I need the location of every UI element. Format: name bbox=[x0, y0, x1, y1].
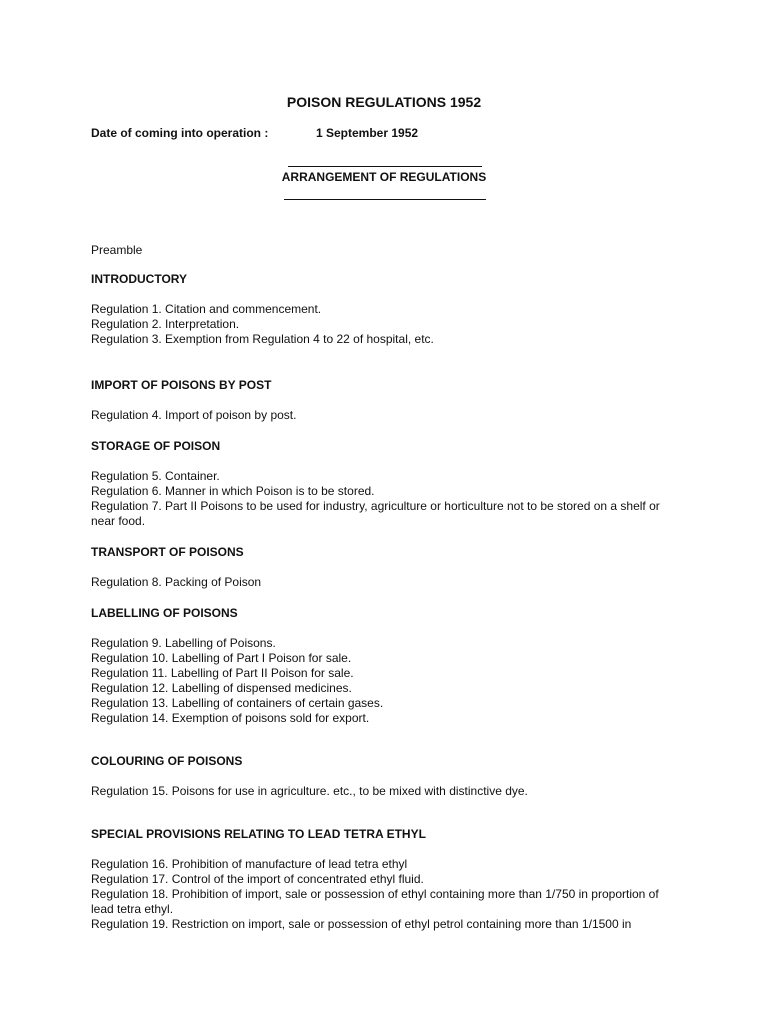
section-heading: LABELLING OF POISONS bbox=[91, 606, 238, 620]
regulation-item: Regulation 18. Prohibition of import, sale or possession of ethyl containing more than 1/750 in proportion of lead tetra ethyl. bbox=[91, 887, 659, 916]
regulation-item: Regulation 12. Labelling of dispensed medicines. bbox=[91, 681, 352, 695]
section-labelling-of-poisons bbox=[91, 606, 681, 726]
regulation-item: Regulation 6. Manner in which Poison is to be stored. bbox=[91, 484, 375, 498]
regulation-item: Regulation 5. Container. bbox=[91, 469, 220, 483]
regulations-list bbox=[91, 272, 681, 932]
regulation-item: Regulation 7. Part II Poisons to be used for industry, agriculture or horticulture not to be stored on a shelf or near food. bbox=[91, 499, 660, 528]
bottom-rule-divider bbox=[284, 199, 486, 200]
section-introductory bbox=[91, 272, 681, 347]
section-heading: SPECIAL PROVISIONS RELATING TO LEAD TETRA ETHYL bbox=[91, 827, 426, 841]
section-import-of-poisons bbox=[91, 378, 681, 423]
date-label: Date of coming into operation : bbox=[91, 126, 269, 140]
section-heading: IMPORT OF POISONS BY POST bbox=[91, 378, 272, 392]
section-heading: TRANSPORT OF POISONS bbox=[91, 545, 244, 559]
arrangement-heading: ARRANGEMENT OF REGULATIONS bbox=[281, 170, 487, 184]
regulation-item: Regulation 4. Import of poison by post. bbox=[91, 408, 297, 422]
section-colouring-of-poisons bbox=[91, 754, 681, 799]
regulation-item: Regulation 2. Interpretation. bbox=[91, 317, 240, 331]
regulation-item: Regulation 14. Exemption of poisons sold for export. bbox=[91, 711, 370, 725]
regulation-item: Regulation 8. Packing of Poison bbox=[91, 575, 262, 589]
date-value: 1 September 1952 bbox=[316, 126, 419, 140]
regulation-item: Regulation 19. Restriction on import, sale or possession of ethyl petrol containing more than 1/1500 in bbox=[91, 917, 632, 931]
section-heading: STORAGE OF POISON bbox=[91, 439, 221, 453]
regulation-item: Regulation 1. Citation and commencement. bbox=[91, 302, 322, 316]
section-heading: COLOURING OF POISONS bbox=[91, 754, 243, 768]
regulation-item: Regulation 13. Labelling of containers of certain gases. bbox=[91, 696, 384, 710]
section-heading: INTRODUCTORY bbox=[91, 272, 187, 286]
regulation-item: Regulation 9. Labelling of Poisons. bbox=[91, 636, 276, 650]
regulation-item: Regulation 15. Poisons for use in agriculture. etc., to be mixed with distinctive dye. bbox=[91, 784, 528, 798]
document-title: POISON REGULATIONS 1952 bbox=[286, 94, 482, 110]
section-transport-of-poisons bbox=[91, 545, 681, 590]
regulation-item: Regulation 16. Prohibition of manufacture of lead tetra ethyl bbox=[91, 857, 408, 871]
section-lead-tetra-ethyl bbox=[91, 827, 681, 932]
section-storage-of-poison bbox=[91, 439, 681, 529]
preamble-label: Preamble bbox=[91, 243, 143, 257]
regulation-item: Regulation 3. Exemption from Regulation 4 to 22 of hospital, etc. bbox=[91, 332, 434, 346]
regulation-item: Regulation 17. Control of the import of concentrated ethyl fluid. bbox=[91, 872, 424, 886]
regulation-item: Regulation 10. Labelling of Part I Poison for sale. bbox=[91, 651, 352, 665]
top-rule-divider bbox=[288, 166, 482, 167]
regulation-item: Regulation 11. Labelling of Part II Poison for sale. bbox=[91, 666, 354, 680]
